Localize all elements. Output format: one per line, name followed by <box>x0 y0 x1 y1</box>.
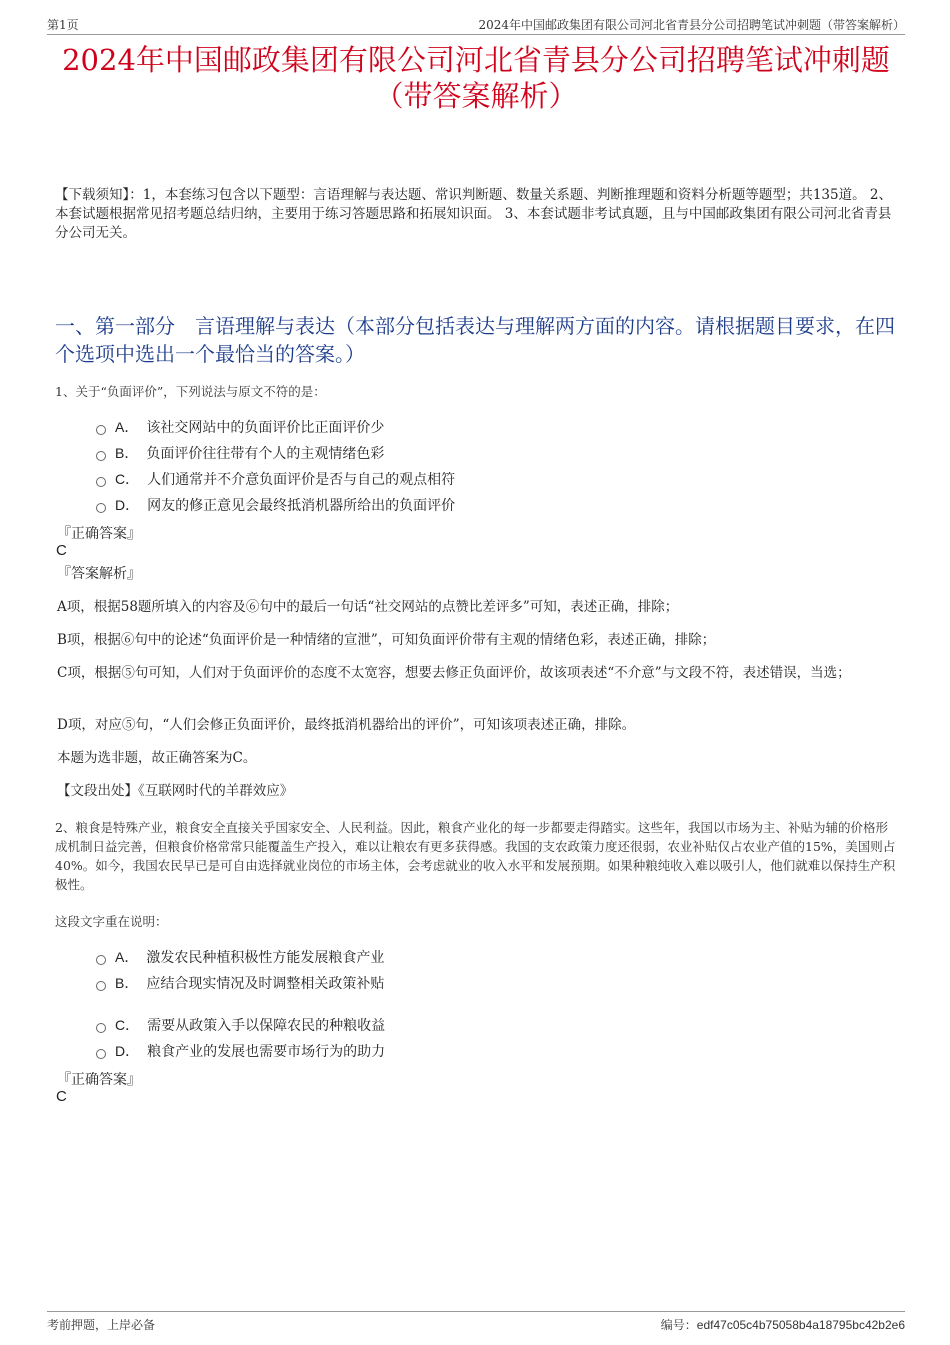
download-notice: 【下载须知】：1，本套练习包含以下题型：言语理解与表达题、常识判断题、数量关系题、判断推理题和资料分析题等题型；共135道。 2、本套试题根据常见招考题总结归纳，主要用于练习答题思路和拓展知识面。 3、本套试题非考试真题，且与中国邮政集团有限公司河北省青县分公司无关。 <box>55 187 892 241</box>
option-c[interactable]: C． 人们通常并不介意负面评价是否与自己的观点相符 <box>96 468 896 494</box>
answer-label: 『正确答案』 <box>57 526 141 542</box>
footer-code: 编号：edf47c05c4b75058b4a18795bc42b2e6 <box>660 1318 905 1332</box>
question-1-options <box>96 416 896 520</box>
page-number: 第1页 <box>47 18 79 32</box>
footer-slogan: 考前押题，上岸必备 <box>47 1318 156 1332</box>
section-heading: 一、第一部分 言语理解与表达（本部分包括表达与理解两方面的内容。请根据题目要求，在四个选项中选出一个最恰当的答案。） <box>55 314 895 366</box>
analysis-conclusion: 本题为选非题，故正确答案为C。 <box>57 750 257 766</box>
radio-icon[interactable] <box>96 1049 106 1059</box>
answer-value: C <box>56 542 67 559</box>
question-2-options <box>96 946 896 1066</box>
passage-source: 【文段出处】《互联网时代的羊群效应》 <box>57 783 294 799</box>
radio-icon[interactable] <box>96 955 106 965</box>
option-b[interactable]: B． 负面评价往往带有个人的主观情绪色彩 <box>96 442 896 468</box>
document-title: 2024年中国邮政集团有限公司河北省青县分公司招聘笔试冲刺题（带答案解析） <box>62 43 890 113</box>
question-2-passage: 2、粮食是特殊产业，粮食安全直接关乎国家安全、人民利益。因此，粮食产业化的每一步都要走得踏实。这些年，我国以市场为主、补贴为辅的价格形成机制日益完善，但粮食价格常常只能覆盖生产投入，难以让粮农有更多获得感。我国的支农政策力度还很弱，农业补贴仅占农业产值的15%，美国则占40%。如今，我国农民早已是可自由选择就业岗位的市场主体，会考虑就业的收入水平和发展预期。如果种粮纯收入难以吸引人，他们就难以保持生产积极性。 <box>55 820 896 892</box>
option-b[interactable]: B． 应结合现实情况及时调整相关政策补贴 <box>96 972 896 998</box>
answer-value: C <box>56 1088 67 1105</box>
answer-label: 『正确答案』 <box>57 1072 141 1088</box>
option-a[interactable]: A． 激发农民种植积极性方能发展粮食产业 <box>96 946 896 972</box>
radio-icon[interactable] <box>96 425 106 435</box>
page-header <box>47 14 905 35</box>
page-footer <box>47 1311 905 1334</box>
radio-icon[interactable] <box>96 981 106 991</box>
radio-icon[interactable] <box>96 503 106 513</box>
analysis-label: 『答案解析』 <box>57 566 141 582</box>
analysis-d: D项，对应⑤句，“人们会修正负面评价，最终抵消机器给出的评价”，可知该项表述正确，排除。 <box>57 717 636 733</box>
header-title: 2024年中国邮政集团有限公司河北省青县分公司招聘笔试冲刺题（带答案解析） <box>478 18 905 32</box>
option-d[interactable]: D． 网友的修正意见会最终抵消机器所给出的负面评价 <box>96 494 896 520</box>
radio-icon[interactable] <box>96 451 106 461</box>
option-c[interactable]: C． 需要从政策入手以保障农民的种粮收益 <box>96 1014 896 1040</box>
radio-icon[interactable] <box>96 477 106 487</box>
analysis-a: A项，根据58题所填入的内容及⑥句中的最后一句话“社交网站的点赞比差评多”可知，表述正确，排除； <box>57 599 679 615</box>
option-d[interactable]: D． 粮食产业的发展也需要市场行为的助力 <box>96 1040 896 1066</box>
question-1: 1、关于“负面评价”，下列说法与原文不符的是： <box>55 384 326 399</box>
option-a[interactable]: A． 该社交网站中的负面评价比正面评价少 <box>96 416 896 442</box>
question-2: 这段文字重在说明： <box>55 914 168 929</box>
radio-icon[interactable] <box>96 1023 106 1033</box>
analysis-c: C项，根据⑤句可知，人们对于负面评价的态度不太宽容，想要去修正负面评价，故该项表述“不介意”与文段不符，表述错误，当选； <box>57 665 851 681</box>
analysis-b: B项，根据⑥句中的论述“负面评价是一种情绪的宣泄”，可知负面评价带有主观的情绪色彩，表述正确，排除； <box>57 632 716 648</box>
